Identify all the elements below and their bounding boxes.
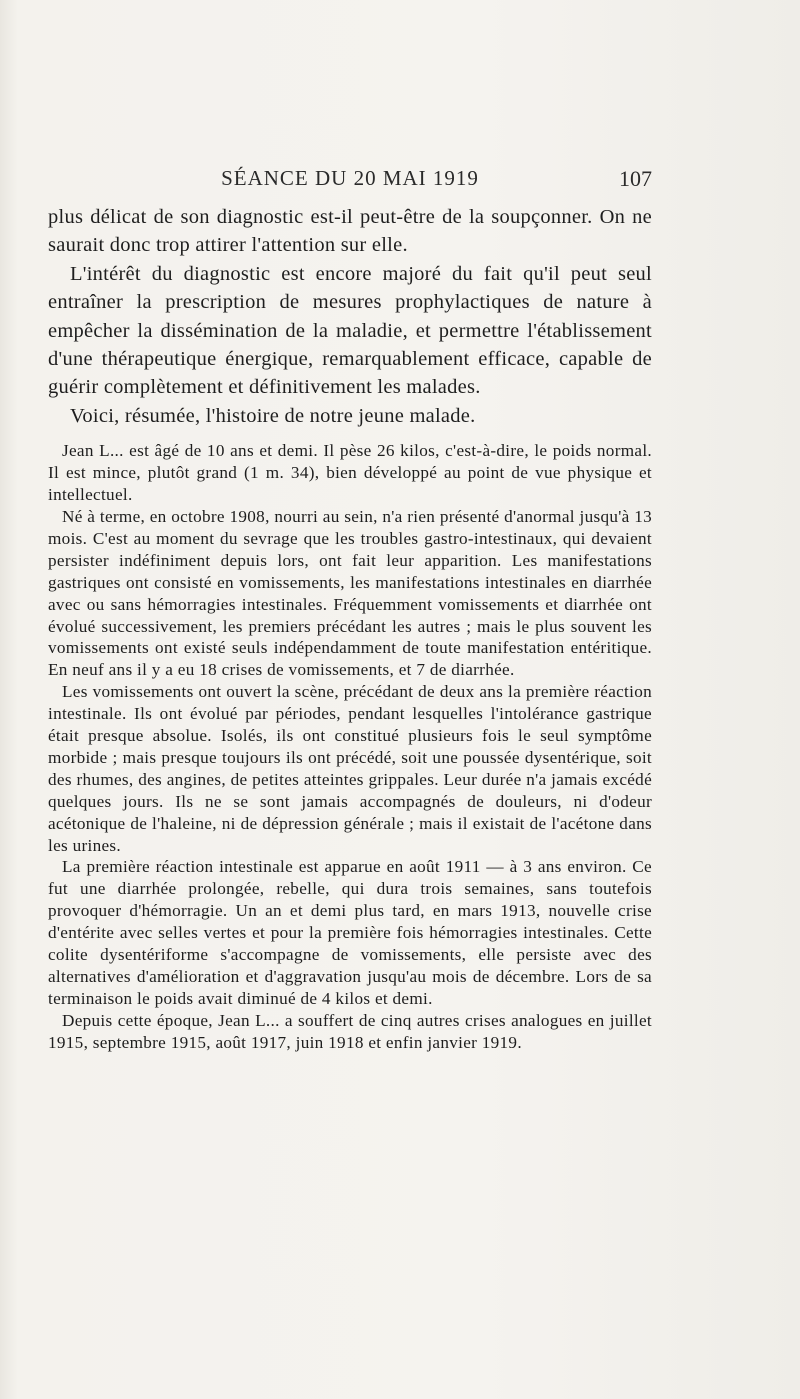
body-text — [48, 203, 652, 1054]
case-paragraph: Né à terme, en octobre 1908, nourri au sein, n'a rien présenté d'anormal jusqu'à 13 mois. C'est au moment du sevrage que les troubles gastro-intestinaux, qui devaient persister indéfiniment depuis lors, ont fait leur apparition. Les manifestations gastriques ont consisté en vomissements, les manifestations intestinales en diarrhée avec ou sans hémorragies intestinales. Fréquemment vomissements et diarrhée ont évolué successivement, les premiers précédant les autres ; mais le plus souvent les vomissements ont existé seuls indépendamment de toute manifestation entéritique. En neuf ans il y a eu 18 crises de vomissements, et 7 de diarrhée. — [48, 506, 652, 680]
case-history — [48, 440, 652, 1053]
page-header — [48, 166, 652, 194]
case-paragraph: Les vomissements ont ouvert la scène, précédant de deux ans la première réaction intestinale. Ils ont évolué par périodes, pendant lesquelles l'intolérance gastrique était presque absolue. Isolés, ils ont constitué plusieurs fois le seul symptôme morbide ; mais presque toujours ils ont précédé, soit une poussée dysentérique, soit des rhumes, des angines, de petites atteintes grippales. Leur durée n'a jamais excédé quelques jours. Ils ne se sont jamais accompagnés de douleurs, ni d'odeur acétonique de l'haleine, ni de dépression générale ; mais il existait de l'acétone dans les urines. — [48, 682, 652, 855]
page-number: 107 — [619, 166, 652, 191]
case-paragraph: Jean L... est âgé de 10 ans et demi. Il pèse 26 kilos, c'est-à-dire, le poids normal. Il est mince, plutôt grand (1 m. 34), bien développé au point de vue physique et intellectuel. — [48, 441, 652, 505]
paragraph: Voici, résumée, l'histoire de notre jeune malade. — [70, 404, 476, 427]
case-paragraph: La première réaction intestinale est apparue en août 1911 — à 3 ans environ. Ce fut une diarrhée prolongée, rebelle, qui dura trois semaines, sans toutefois provoquer d'hémorragie. Un an et demi plus tard, en mars 1913, nouvelle crise d'entérite avec selles vertes et pour la première fois hémorragies intestinales. Cette colite dysentériforme s'accompagne de vomissements, elle persiste avec des alternatives d'amélioration et d'aggravation jusqu'au mois de décembre. Lors de sa terminaison le poids avait diminué de 4 kilos et demi. — [48, 857, 652, 1008]
running-head: SÉANCE DU 20 MAI 1919 — [221, 166, 479, 190]
paragraph: plus délicat de son diagnostic est-il peut-être de la soupçonner. On ne saurait donc trop attirer l'attention sur elle. — [48, 206, 652, 257]
case-paragraph: Depuis cette époque, Jean L... a souffert de cinq autres crises analogues en juillet 1915, septembre 1915, août 1917, juin 1918 et enfin janvier 1919. — [48, 1010, 652, 1052]
paragraph: L'intérêt du diagnostic est encore majoré du fait qu'il peut seul entraîner la prescription de mesures prophylactiques de nature à empêcher la dissémination de la maladie, et permettre l'établissement d'une thérapeutique énergique, remarquablement efficace, capable de guérir complètement et définitivement les malades. — [48, 262, 652, 399]
